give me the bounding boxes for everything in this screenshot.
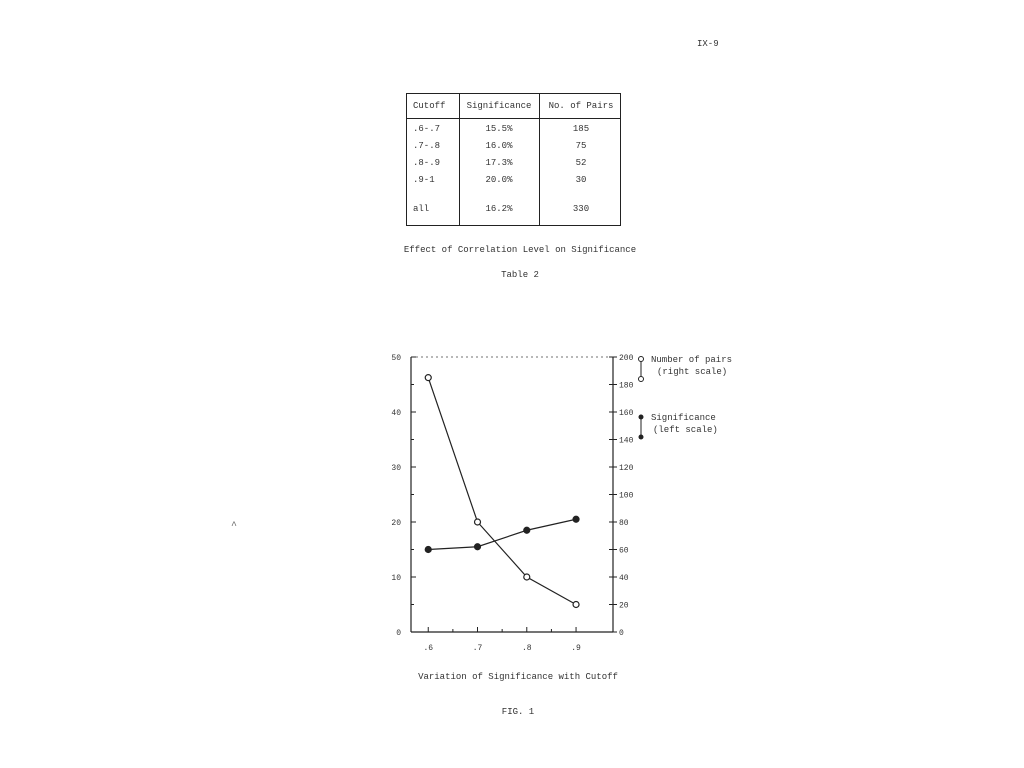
significance-point <box>524 527 530 533</box>
row-cutoff: .7-.8 <box>413 141 441 151</box>
table-label: Table 2 <box>501 270 539 280</box>
row-pairs: 75 <box>575 141 587 151</box>
chart-legend <box>639 355 733 440</box>
left-tick-label: 50 <box>391 354 401 363</box>
row-cutoff: .6-.7 <box>413 124 441 134</box>
right-tick-label: 100 <box>619 491 634 501</box>
figure-caption: Variation of Significance with Cutoff <box>418 672 618 682</box>
legend-pairs-label: Number of pairs <box>651 355 733 365</box>
pairs-series-line <box>428 378 576 605</box>
row-significance: 15.5% <box>485 124 513 134</box>
row-cutoff: .8-.9 <box>413 158 441 168</box>
right-tick-label: 140 <box>619 436 634 446</box>
x-tick-label: .7 <box>472 644 483 653</box>
row-pairs: 185 <box>572 124 590 134</box>
right-tick-label: 40 <box>619 574 629 583</box>
significance-point <box>475 544 481 550</box>
legend-pairs-scale: (right scale) <box>657 367 728 377</box>
pairs-point <box>425 375 431 381</box>
right-tick-label: 200 <box>619 354 634 363</box>
significance-chart <box>380 345 740 655</box>
left-tick-label: 40 <box>391 409 401 418</box>
legend-significance-label: Significance <box>651 413 716 423</box>
row-significance: 20.0% <box>485 175 513 185</box>
x-tick-label: .9 <box>571 644 581 653</box>
total-pairs: 330 <box>572 204 590 214</box>
pairs-point <box>475 519 481 525</box>
significance-point <box>425 547 431 553</box>
row-cutoff: .9-1 <box>413 175 435 185</box>
x-tick-label: .6 <box>423 644 434 653</box>
plot-area <box>391 354 633 653</box>
page-number: IX-9 <box>697 39 719 49</box>
row-pairs: 52 <box>575 158 587 168</box>
row-significance: 16.0% <box>485 141 513 151</box>
left-tick-label: 20 <box>391 519 401 528</box>
legend-significance-icon <box>639 415 644 440</box>
significance-table <box>406 93 621 226</box>
legend-significance-scale: (left scale) <box>653 425 718 435</box>
total-cutoff: all <box>413 204 430 214</box>
right-tick-label: 80 <box>619 519 629 528</box>
right-tick-label: 180 <box>619 381 634 391</box>
row-significance: 17.3% <box>485 158 513 168</box>
left-tick-label: 30 <box>391 464 401 473</box>
x-tick-label: .8 <box>521 644 532 653</box>
header-significance: Significance <box>466 101 532 111</box>
left-tick-label: 0 <box>396 629 401 638</box>
column-separator <box>539 94 540 225</box>
significance-series-line <box>428 519 576 549</box>
header-pairs: No. of Pairs <box>548 101 614 111</box>
total-significance: 16.2% <box>485 204 513 214</box>
pairs-point <box>573 602 579 608</box>
right-tick-label: 160 <box>619 409 634 418</box>
right-tick-label: 20 <box>619 601 629 611</box>
right-tick-label: 60 <box>619 546 629 556</box>
header-rule <box>407 118 620 119</box>
significance-point <box>573 516 579 522</box>
figure-label: FIG. 1 <box>501 707 535 717</box>
right-tick-label: 120 <box>619 464 634 473</box>
right-tick-label: 0 <box>619 629 624 638</box>
header-cutoff: Cutoff <box>413 101 446 111</box>
row-pairs: 30 <box>575 175 587 185</box>
stray-mark: ^ <box>231 521 238 532</box>
table-caption: Effect of Correlation Level on Significance <box>403 245 637 255</box>
left-tick-label: 10 <box>391 574 401 583</box>
legend-pairs-icon <box>639 357 644 382</box>
pairs-point <box>524 574 530 580</box>
